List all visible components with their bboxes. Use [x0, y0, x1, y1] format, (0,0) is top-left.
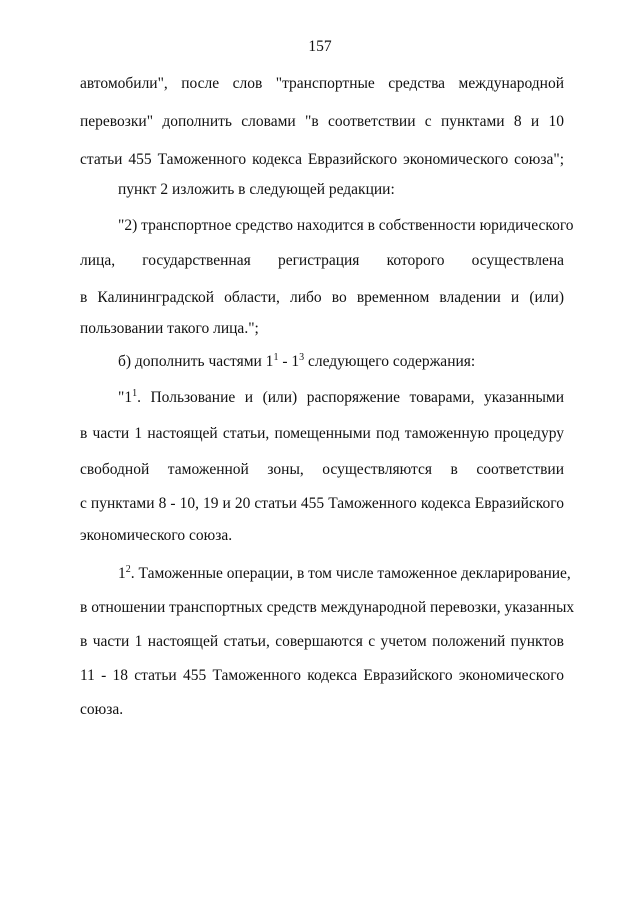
text-line: статьи 455 Таможенного кодекса Евразийского экономического союза";: [80, 151, 564, 168]
superscript: 2: [125, 564, 131, 575]
text-line: с пунктами 8 - 10, 19 и 20 статьи 455 Таможенного кодекса Евразийского: [80, 495, 564, 512]
text-line: лица, государственная регистрация которого осуществлена: [80, 252, 564, 269]
superscript: 1: [273, 352, 279, 363]
text-fragment: . Таможенные операции, в том числе таможенное декларирование,: [130, 565, 571, 582]
text-fragment: б) дополнить частями 1: [118, 353, 274, 370]
text-line: свободной таможенной зоны, осуществляются в соответствии: [80, 461, 564, 478]
text-line: в Калининградской области, либо во временном владении и (или): [80, 289, 564, 306]
text-fragment: следующего содержания:: [304, 353, 476, 370]
superscript: 3: [299, 352, 305, 363]
text-line: в части 1 настоящей статьи, помещенными под таможенную процедуру: [80, 425, 564, 442]
text-line: [118, 564, 571, 584]
text-fragment: . Пользование и (или) распоряжение товарами, указанными: [137, 389, 564, 406]
text-line: в отношении транспортных средств международной перевозки, указанных: [80, 599, 575, 616]
text-line: [118, 352, 564, 372]
text-line: [118, 388, 564, 408]
text-line: автомобили", после слов "транспортные средства международной: [80, 75, 564, 92]
superscript: 1: [132, 388, 138, 399]
text-line: перевозки" дополнить словами "в соответствии с пунктами 8 и 10: [80, 113, 564, 130]
page-number: 157: [308, 38, 332, 55]
text-line: 11 - 18 статьи 455 Таможенного кодекса Евразийского экономического: [80, 667, 564, 684]
text-fragment: - 1: [278, 353, 300, 370]
text-line: экономического союза.: [80, 527, 233, 544]
text-line: союза.: [80, 701, 124, 718]
text-line: в части 1 настоящей статьи, совершаются с учетом положений пунктов: [80, 633, 564, 650]
text-line: "2) транспортное средство находится в собственности юридического: [118, 217, 574, 234]
text-fragment: "1: [118, 389, 133, 406]
text-fragment: 1: [118, 565, 126, 582]
text-line: пункт 2 изложить в следующей редакции:: [118, 181, 395, 198]
text-line: пользовании такого лица.";: [80, 320, 259, 337]
